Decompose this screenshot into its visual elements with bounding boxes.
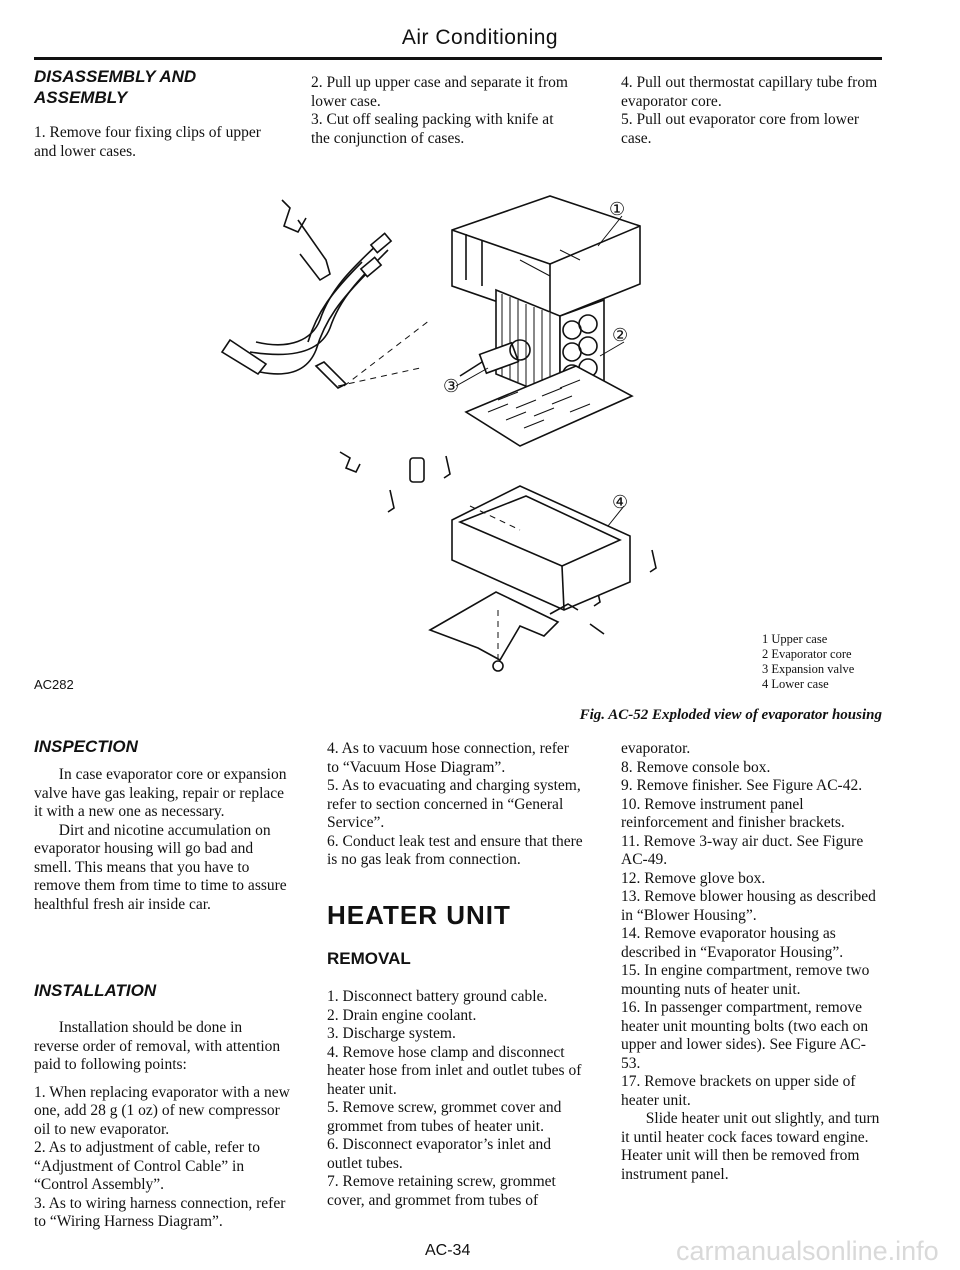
callout-2: ②	[612, 325, 629, 345]
removal-item: 2. Drain engine coolant.	[327, 1006, 477, 1024]
installation-item: 6. Conduct leak test and ensure that there is no gas leak from connection.	[327, 832, 583, 868]
lower-case-drawing	[452, 486, 630, 610]
removal-item: 12. Remove glove box.	[621, 869, 766, 887]
removal-steps-middle	[327, 988, 583, 1210]
removal-item: 8. Remove console box.	[621, 758, 771, 776]
disassembly-step-3: 3. Cut off sealing packing with knife at the conjunction of cases.	[311, 111, 554, 147]
disassembly-step-1: 1. Remove four fixing clips of upper and lower cases.	[34, 124, 261, 160]
removal-item: 6. Disconnect evaporator’s inlet and outlet tubes.	[327, 1136, 551, 1172]
removal-final-para: Slide heater unit out slightly, and turn it until heater cock faces toward engine. Heater unit will then be removed from instrument panel.	[621, 1110, 880, 1183]
disassembly-heading: DISASSEMBLY AND ASSEMBLY	[34, 67, 197, 107]
inspection-para-1: In case evaporator core or expansion valve have gas leaking, repair or replace it with a new one as necessary.	[34, 766, 287, 820]
evaporator-exploded-diagram	[220, 190, 690, 700]
removal-steps-right	[621, 740, 883, 1184]
figure-code: AC282	[34, 677, 74, 692]
installation-intro: Installation should be done in reverse order of removal, with attention paid to following points:	[34, 1019, 281, 1073]
installation-item: 1. When replacing evaporator with a new one, add 28 g (1 oz) of new compressor oil to new evaporator.	[34, 1083, 290, 1138]
page-number: AC-34	[425, 1242, 471, 1259]
removal-item: 15. In engine compartment, remove two mounting nuts of heater unit.	[621, 962, 870, 998]
removal-item: 11. Remove 3-way air duct. See Figure AC-49.	[621, 832, 864, 868]
disassembly-step-2: 2. Pull up upper case and separate it from lower case.	[311, 74, 568, 110]
removal-heading: REMOVAL	[327, 949, 411, 968]
installation-steps-middle	[327, 740, 583, 870]
removal-item: 4. Remove hose clamp and disconnect heater hose from inlet and outlet tubes of heater unit.	[327, 1043, 582, 1098]
legend-item: 3 Expansion valve	[762, 662, 855, 676]
installation-item: 3. As to wiring harness connection, refer to “Wiring Harness Diagram”.	[34, 1194, 286, 1230]
page-header-title: Air Conditioning	[401, 26, 559, 49]
callout-1: ①	[609, 199, 626, 219]
disassembly-steps-middle	[311, 74, 573, 148]
installation-item: 2. As to adjustment of cable, refer to “Adjustment of Control Cable” in “Control Assembly”.	[34, 1139, 260, 1193]
fixing-clip-drawing	[282, 200, 330, 280]
figure-legend	[762, 632, 854, 692]
disassembly-steps-right	[621, 74, 883, 148]
legend-item: 2 Evaporator core	[762, 647, 852, 661]
removal-item: 17. Remove brackets on upper side of heater unit.	[621, 1073, 856, 1109]
removal-item: 5. Remove screw, grommet cover and grommet from tubes of heater unit.	[327, 1099, 562, 1135]
installation-item: 4. As to vacuum hose connection, refer to “Vacuum Hose Diagram”.	[327, 740, 569, 776]
figure-caption: Fig. AC-52 Exploded view of evaporator housing	[579, 707, 882, 723]
removal-item: 16. In passenger compartment, remove heater unit mounting bolts (two each on upper and lower sides). See Figure AC-53.	[621, 999, 869, 1072]
removal-item: 7. Remove retaining screw, grommet cover, and grommet from tubes of	[327, 1173, 556, 1209]
removal-item: 14. Remove evaporator housing as described in “Evaporator Housing”.	[621, 925, 844, 961]
inspection-section	[34, 736, 290, 914]
installation-heading: INSTALLATION	[34, 981, 157, 1000]
callout-4: ④	[612, 492, 629, 512]
removal-continuation: evaporator.	[621, 740, 691, 757]
legend-item: 4 Lower case	[762, 677, 829, 691]
removal-item: 10. Remove instrument panel reinforcement and finisher brackets.	[621, 795, 845, 831]
removal-item: 13. Remove blower housing as described in “Blower Housing”.	[621, 888, 876, 924]
drain-grille-drawing	[466, 366, 632, 446]
installation-section	[34, 980, 290, 1232]
removal-item: 3. Discharge system.	[327, 1025, 456, 1042]
disassembly-step-5: 5. Pull out evaporator core from lower case.	[621, 111, 860, 147]
callout-3: ③	[443, 376, 460, 396]
header-rule	[34, 57, 882, 60]
removal-item: 9. Remove finisher. See Figure AC-42.	[621, 777, 863, 794]
heater-unit-heading: HEATER UNIT	[327, 900, 511, 930]
refrigerant-pipes-drawing	[222, 233, 430, 388]
inspection-para-2: Dirt and nicotine accumulation on evaporator housing will go bad and smell. This means that you have to remove them from time to time to assure healthful fresh air inside car.	[34, 821, 287, 913]
disassembly-section	[34, 66, 264, 161]
installation-item: 5. As to evacuating and charging system, refer to section concerned in “General Service”.	[327, 777, 581, 831]
disassembly-step-4: 4. Pull out thermostat capillary tube from evaporator core.	[621, 74, 878, 110]
removal-item: 1. Disconnect battery ground cable.	[327, 988, 548, 1005]
inspection-heading: INSPECTION	[34, 737, 138, 756]
watermark: carmanualsonline.info	[676, 1236, 939, 1266]
legend-item: 1 Upper case	[762, 632, 828, 646]
